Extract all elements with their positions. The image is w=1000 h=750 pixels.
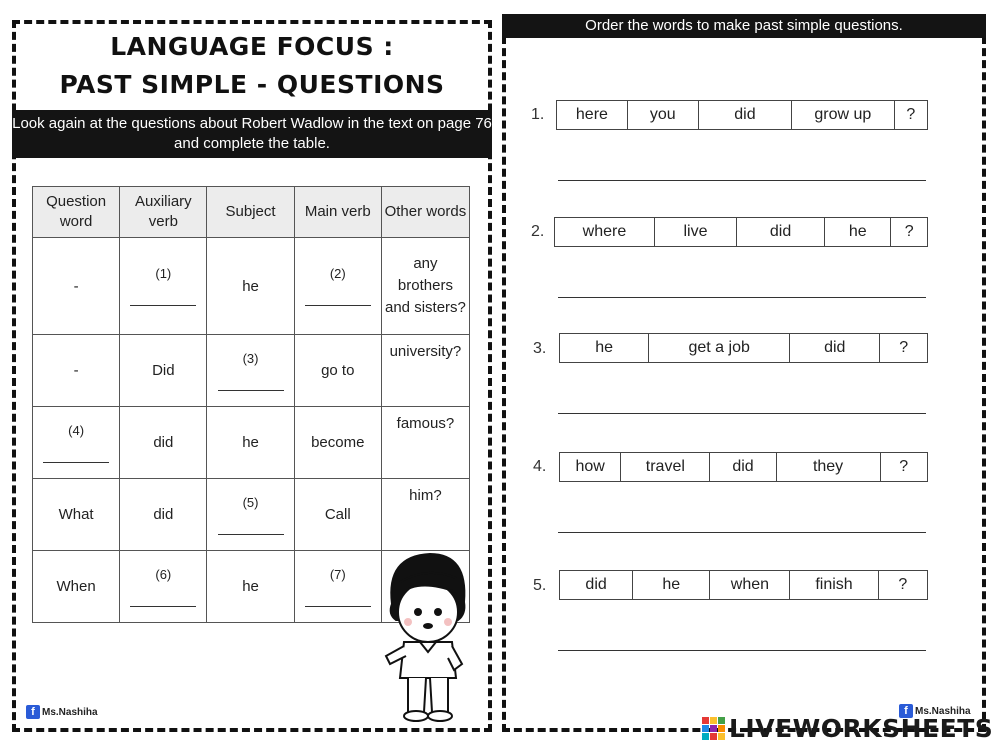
cell-subject <box>207 335 294 407</box>
cell-subject: he <box>207 551 294 623</box>
cell-subject: he <box>207 238 294 335</box>
answer-line[interactable] <box>558 532 926 533</box>
facebook-icon: f <box>899 704 913 718</box>
word-tile[interactable]: finish <box>790 571 878 599</box>
right-worksheet-panel <box>502 36 986 732</box>
word-box-row <box>554 217 928 247</box>
cell-qword: What <box>33 479 120 551</box>
table-row <box>33 407 470 479</box>
answer-line[interactable] <box>558 180 926 181</box>
word-tile[interactable]: you <box>628 101 699 129</box>
word-tile[interactable]: he <box>825 218 891 246</box>
answer-line[interactable] <box>558 297 926 298</box>
blank-number: (7) <box>329 566 346 582</box>
ordering-instruction: Order the words to make past simple questions. <box>502 14 986 38</box>
blank-number: (2) <box>329 266 346 281</box>
cell-aux: did <box>120 407 207 479</box>
cell-other: university? <box>381 335 469 407</box>
credit-name: Ms.Nashiha <box>915 705 971 717</box>
blank-number: (1) <box>155 266 172 281</box>
title-line-1: LANGUAGE FOCUS : <box>110 32 394 61</box>
word-tile[interactable]: get a job <box>649 334 790 362</box>
word-tile[interactable]: did <box>737 218 825 246</box>
question-number: 3. <box>533 340 547 357</box>
word-box-row <box>559 333 928 363</box>
word-box-row <box>556 100 928 130</box>
answer-blank[interactable] <box>218 516 284 535</box>
cell-main: go to <box>294 335 381 407</box>
facebook-icon: f <box>26 705 40 719</box>
cell-aux <box>120 238 207 335</box>
cell-qword: - <box>33 238 120 335</box>
word-tile[interactable]: travel <box>621 453 710 481</box>
word-tile[interactable]: live <box>655 218 737 246</box>
cell-other: him? <box>381 479 469 551</box>
title-line-2: PAST SIMPLE - QUESTIONS <box>59 70 445 99</box>
question-number: 4. <box>533 458 547 475</box>
question-number: 1. <box>531 106 545 123</box>
answer-blank[interactable] <box>305 287 371 306</box>
cell-main: Call <box>294 479 381 551</box>
left-credit <box>26 705 98 719</box>
answer-blank[interactable] <box>130 588 196 607</box>
word-tile[interactable]: ? <box>904 223 914 240</box>
question-number: 5. <box>533 577 547 594</box>
blank-number: (3) <box>242 350 259 366</box>
header-main-verb: Main verb <box>294 187 381 238</box>
word-box-row <box>559 452 928 482</box>
answer-blank[interactable] <box>130 287 196 306</box>
cell-qword: When <box>33 551 120 623</box>
word-tile[interactable]: he <box>633 571 710 599</box>
answer-blank[interactable] <box>43 444 109 463</box>
word-tile[interactable]: how <box>560 453 621 481</box>
cell-main <box>294 551 381 623</box>
liveworksheets-wordmark: LIVEWORKSHEETS <box>729 714 994 743</box>
word-tile[interactable]: did <box>699 101 792 129</box>
cell-subject: he <box>207 407 294 479</box>
word-tile[interactable]: here <box>557 101 628 129</box>
cell-subject <box>207 479 294 551</box>
cell-aux: Did <box>120 335 207 407</box>
cell-qword: - <box>33 335 120 407</box>
word-tile[interactable]: ? <box>899 339 909 356</box>
word-tile[interactable]: when <box>710 571 790 599</box>
cell-main: become <box>294 407 381 479</box>
header-question-word: Question word <box>33 187 120 238</box>
word-tile[interactable]: did <box>710 453 776 481</box>
blank-number: (5) <box>242 494 259 510</box>
word-tile[interactable]: grow up <box>792 101 894 129</box>
table-row <box>33 479 470 551</box>
word-tile[interactable]: where <box>555 218 655 246</box>
table-instruction: Look again at the questions about Robert Wadlow in the text on page 76 and complete the table. <box>12 110 492 158</box>
word-tile[interactable]: he <box>560 334 649 362</box>
header-auxiliary-verb: Auxiliary verb <box>120 187 207 238</box>
table-row <box>33 335 470 407</box>
header-other-words: Other words <box>381 187 469 238</box>
word-tile[interactable]: did <box>560 571 633 599</box>
cell-main <box>294 238 381 335</box>
liveworksheets-logo <box>702 714 993 743</box>
header-subject: Subject <box>207 187 294 238</box>
table-header-row <box>33 187 470 238</box>
question-number: 2. <box>531 223 545 240</box>
cell-aux: did <box>120 479 207 551</box>
answer-line[interactable] <box>558 650 926 651</box>
word-tile[interactable]: ? <box>899 458 909 475</box>
answer-line[interactable] <box>558 413 926 414</box>
cell-qword <box>33 407 120 479</box>
cartoon-boy-illustration <box>378 548 474 724</box>
cell-aux <box>120 551 207 623</box>
word-tile[interactable]: ? <box>906 106 916 123</box>
blank-number: (6) <box>155 566 172 582</box>
word-box-row <box>559 570 928 600</box>
liveworksheets-blocks-icon <box>702 717 725 740</box>
blank-number: (4) <box>68 422 85 438</box>
answer-blank[interactable] <box>218 372 284 391</box>
credit-name: Ms.Nashiha <box>42 706 98 718</box>
cell-other: famous? <box>381 407 469 479</box>
cell-other: any brothers and sisters? <box>381 238 469 335</box>
word-tile[interactable]: they <box>777 453 881 481</box>
table-row <box>33 238 470 335</box>
answer-blank[interactable] <box>305 588 371 607</box>
word-tile[interactable]: ? <box>898 576 908 593</box>
word-tile[interactable]: did <box>790 334 880 362</box>
